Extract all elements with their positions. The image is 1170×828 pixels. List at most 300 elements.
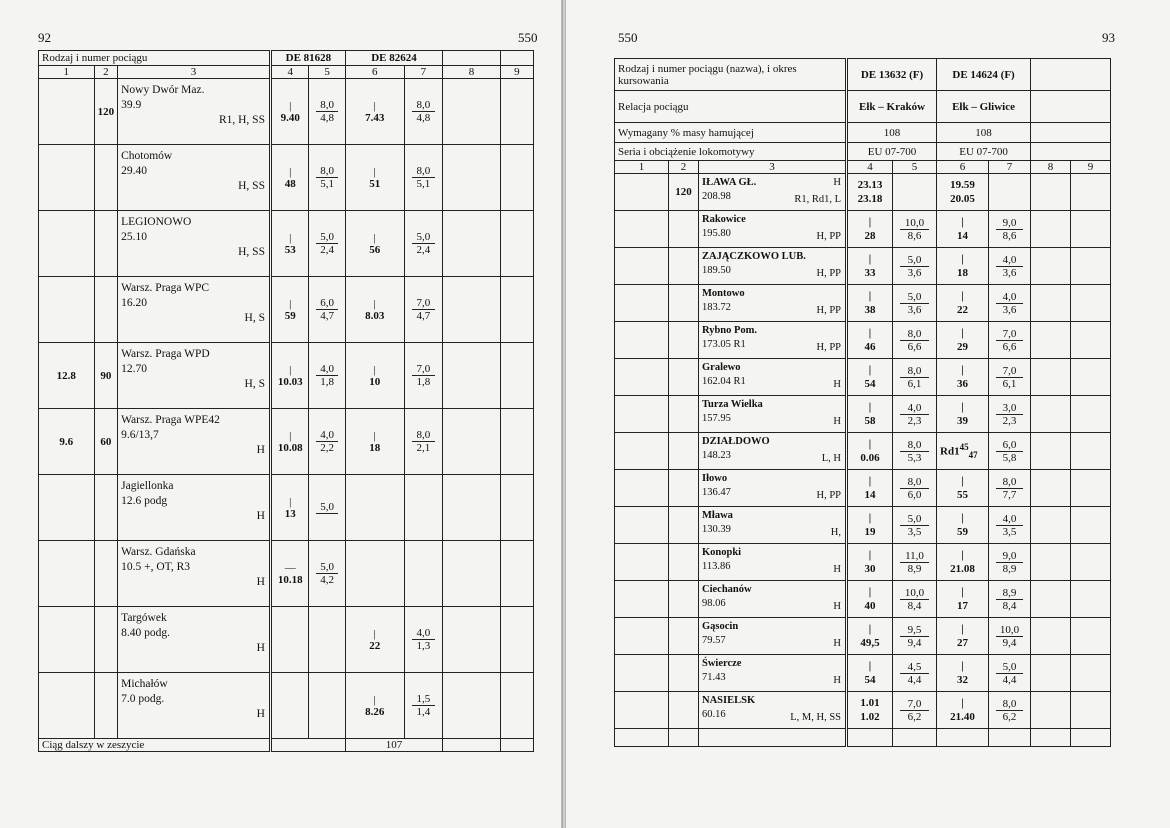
station-name: Turza Wielka [702,399,763,410]
station-name: Gąsocin [702,621,739,632]
pass-mark: | [289,429,292,442]
station-marks: H [833,379,842,390]
time-cell [847,285,893,322]
speed-limit-col2 [669,433,699,470]
speed-limit-col2 [669,618,699,655]
time-value: 27 [957,637,969,649]
empty-cell [1071,581,1111,618]
left-page [0,0,562,828]
pass-mark: | [289,99,292,112]
time-value: 48 [284,177,296,190]
station-cell [699,322,847,359]
station-name: Gralewo [702,362,741,373]
time-value: 8.26 [365,705,385,718]
empty-cell [443,79,501,145]
speed-max: 5,0 [316,501,337,514]
speed-max: 4,0 [996,254,1023,267]
timetable-row [39,211,534,277]
continuation-note: Ciąg dalszy w zeszycie [39,739,271,752]
station-cell [118,343,271,409]
station-cell [118,673,271,739]
station-name: Rakowice [702,214,746,225]
pass-mark: | [289,495,292,508]
station-km: 136.47 [702,487,731,498]
empty-cell [615,174,669,211]
station-name: Warsz. Praga WPD [121,348,210,360]
time-cell [937,322,989,359]
column-number: 1 [39,66,95,79]
timetable-row [39,277,534,343]
speed-limit-col1 [39,211,95,277]
speed-cell [309,79,345,145]
time-cell [847,396,893,433]
empty-cell [443,475,501,541]
running-time: 5,1 [416,178,431,190]
time-value: 9.40 [280,111,300,124]
running-time: 4,7 [320,310,335,322]
empty-cell [1031,618,1071,655]
speed-cell [404,475,442,541]
running-time: 6,6 [1002,340,1017,353]
time-value: 30 [864,563,876,575]
time-value: | [868,216,872,228]
running-time: 6,1 [1002,377,1017,390]
speed-limit-col1 [39,607,95,673]
arrival-minute: 45 [959,442,969,453]
time-value: 58 [864,415,876,427]
speed-max: 7,0 [412,363,435,376]
speed-max: 8,0 [412,429,435,442]
time-cell [270,211,308,277]
speed-max: 5,0 [996,661,1023,674]
station-km: 98.06 [702,598,726,609]
empty-cell [1031,470,1071,507]
speed-limit-col2 [94,607,118,673]
station-cell [699,655,847,692]
empty-cell [500,79,533,145]
time-cell [847,322,893,359]
time-value: | [868,660,872,672]
column-number: 7 [989,161,1031,174]
speed-cell [989,581,1031,618]
pass-mark: | [373,429,376,442]
empty-cell [615,507,669,544]
speed-limit-col2 [669,248,699,285]
station-km: 189.50 [702,265,731,276]
speed-max: 9,0 [996,550,1023,563]
speed-limit-col1 [39,277,95,343]
speed-cell [893,359,937,396]
empty-cell [615,544,669,581]
speed-limit-col2 [669,359,699,396]
speed-max: 6,0 [996,439,1023,452]
running-time: 3,5 [907,525,922,538]
speed-limit-col2 [94,145,118,211]
speed-cell [893,618,937,655]
running-time: 4,4 [1002,673,1017,686]
speed-cell [893,396,937,433]
route-code: Rd1 [940,445,960,458]
timetable-row [615,581,1111,618]
running-time: 4,8 [416,112,431,124]
right-page [566,0,1170,828]
station-km: 183.72 [702,302,731,313]
running-time: 2,3 [1002,414,1017,427]
speed-cell [893,470,937,507]
empty-cell [1071,285,1111,322]
running-time: 7,7 [1002,488,1017,501]
running-time: 2,1 [416,442,431,454]
station-name: Mława [702,510,733,521]
timetable-row [39,79,534,145]
speed-limit-col1 [39,475,95,541]
braking-value: 108 [937,123,1031,143]
empty-cell [615,618,669,655]
empty-cell [443,607,501,673]
speed-max: 7,0 [996,328,1023,341]
station-name: LEGIONOWO [121,216,192,228]
time-cell [847,359,893,396]
station-marks: H [833,601,842,612]
time-cell [937,655,989,692]
speed-limit-col2 [669,285,699,322]
speed-cell [309,145,345,211]
station-cell [118,475,271,541]
speed-cell [989,211,1031,248]
station-marks: H, [830,527,842,538]
station-marks: H [256,642,265,654]
page-number-left: 92 [38,30,51,45]
station-km: 71.43 [702,672,726,683]
station-cell [699,211,847,248]
time-value: 23.18 [857,193,883,205]
empty-cell [443,277,501,343]
page-number-right: 93 [1102,30,1115,45]
time-cell [847,655,893,692]
time-value: | [868,586,872,598]
station-cell [699,174,847,211]
speed-max: 8,0 [412,165,435,178]
train-number: DE 82624 [345,51,442,66]
station-marks: H, PP [816,305,842,316]
pass-mark: | [289,165,292,178]
running-time: 3,6 [1002,266,1017,279]
braking-value: 108 [847,123,937,143]
station-name: Michałów [121,678,168,690]
time-value: | [961,586,964,598]
column-number: 1 [615,161,669,174]
empty-cell [443,343,501,409]
time-value: | [868,253,872,265]
time-cell [345,673,404,739]
timetable-row [39,409,534,475]
running-time: 1,4 [416,706,431,718]
page-number-left: 550 [618,30,638,45]
speed-cell [404,211,442,277]
timetable-row [615,174,1111,211]
timetable-row [39,475,534,541]
empty-cell [500,607,533,673]
station-km: 12.6 podg [121,495,168,507]
station-marks: L, M, H, SS [790,712,842,723]
empty-cell [1031,507,1071,544]
time-value: 54 [864,378,876,390]
time-value: 59 [957,526,969,538]
speed-max: 8,0 [412,99,435,112]
station-cell [699,433,847,470]
speed-limit-col2 [669,396,699,433]
timetable-row [615,618,1111,655]
pass-mark: | [373,627,376,640]
time-value: 0.06 [860,452,880,464]
empty-cell [615,433,669,470]
station-km: 113.86 [702,561,731,572]
empty-cell [1031,433,1071,470]
station-km: 130.39 [702,524,731,535]
time-value: | [961,327,964,339]
station-cell [699,618,847,655]
station-name: Montowo [702,288,745,299]
empty-cell [1071,507,1111,544]
speed-max: 9,5 [900,624,929,637]
column-number: 9 [500,66,533,79]
running-time: 8,4 [907,599,922,612]
station-name: Konopki [702,547,742,558]
station-cell [118,541,271,607]
station-cell [699,470,847,507]
station-marks: H [256,510,265,522]
empty-cell [1031,655,1071,692]
time-value: 8.03 [365,309,385,322]
empty-cell [1071,211,1111,248]
pass-mark: | [289,297,292,310]
speed-limit-col2 [669,211,699,248]
station-cell [118,409,271,475]
time-cell [937,248,989,285]
station-marks: H [833,638,842,649]
speed-cell [989,248,1031,285]
speed-cell [404,79,442,145]
speed-cell [989,692,1031,729]
station-marks: H, PP [816,231,842,242]
empty-cell [1031,396,1071,433]
time-cell [847,211,893,248]
column-number: 4 [270,66,308,79]
empty-cell [1031,581,1071,618]
time-cell [345,541,404,607]
speed-cell [309,673,345,739]
running-time: 1,8 [320,376,335,388]
empty-cell [615,211,669,248]
speed-limit-col2 [669,470,699,507]
time-cell [345,343,404,409]
speed-max: 5,0 [412,231,435,244]
time-value: | [868,623,872,635]
running-time: 4,8 [320,112,335,124]
running-time: 9,4 [907,636,922,649]
empty-cell [500,277,533,343]
speed-max: 1,5 [412,693,435,706]
speed-limit-col1 [39,79,95,145]
running-time: 8,9 [907,562,922,575]
timetable-row [615,396,1111,433]
time-value: 22 [369,639,381,652]
empty-cell [1071,470,1111,507]
speed-max: 11,0 [900,550,929,563]
time-cell [847,618,893,655]
column-number: 6 [345,66,404,79]
column-number: 9 [1071,161,1111,174]
speed-limit-col1 [39,673,95,739]
station-marks: H, PP [816,490,842,501]
empty-cell [1031,211,1071,248]
speed-max: 9,0 [996,217,1023,230]
departure-minute: 47 [968,449,978,460]
speed-limit-col2 [94,673,118,739]
empty-cell [500,343,533,409]
time-value: 14 [957,230,969,242]
time-value: | [961,475,964,487]
empty-cell [1031,544,1071,581]
speed-max: 8,0 [900,476,929,489]
speed-cell [893,248,937,285]
running-time: 2,2 [320,442,335,454]
speed-cell [404,673,442,739]
speed-limit-col2 [669,655,699,692]
station-km: 8.40 podg. [121,627,170,639]
speed-max: 7,0 [900,698,929,711]
timetable-row [615,359,1111,396]
speed-cell [309,409,345,475]
time-value: 46 [864,341,876,353]
timetable-row [615,211,1111,248]
speed-max: 8,0 [900,439,929,452]
speed-limit-col2: 60 [94,409,118,475]
time-value: | [868,475,872,487]
speed-limit-col2 [669,581,699,618]
speed-max: 5,0 [900,513,929,526]
speed-max: 8,0 [316,99,337,112]
empty-cell [1071,174,1111,211]
speed-cell [989,285,1031,322]
station-name: Rybno Pom. [702,325,758,336]
station-cell [699,581,847,618]
time-value: 23.13 [857,179,883,191]
train-number: DE 13632 (F) [847,59,937,91]
time-cell [937,507,989,544]
speed-limit-col1 [39,541,95,607]
time-cell [345,211,404,277]
speed-max: 8,0 [900,328,929,341]
empty-cell [615,248,669,285]
empty-cell [1071,359,1111,396]
empty-cell [1071,655,1111,692]
running-time: 2,3 [907,414,922,427]
station-km: 25.10 [121,231,147,243]
station-marks: H [833,416,842,427]
speed-limit-col1: 12.8 [39,343,95,409]
speed-max: 5,0 [900,254,929,267]
time-cell [937,359,989,396]
running-time: 8,6 [907,229,922,242]
time-value: 14 [864,489,876,501]
speed-cell [989,618,1031,655]
speed-limit-col2 [669,692,699,729]
column-number: 5 [309,66,345,79]
time-cell [847,248,893,285]
timetable-row [615,285,1111,322]
empty-cell [1031,359,1071,396]
speed-cell [309,475,345,541]
speed-max: 5,0 [316,231,337,244]
time-value: | [868,438,872,450]
time-cell [937,581,989,618]
empty-cell [1071,248,1111,285]
speed-limit-col1 [39,145,95,211]
speed-max: 7,0 [996,365,1023,378]
time-value: 39 [957,415,969,427]
loco-label: Seria i obciążenie lokomotywy [615,143,847,161]
time-value: 38 [864,304,876,316]
empty-cell [615,285,669,322]
running-time: 1,8 [416,376,431,388]
pass-mark: | [373,165,376,178]
station-km: 12.70 [121,363,147,375]
station-cell [699,285,847,322]
time-cell [847,507,893,544]
station-name: IŁAWA GŁ. [702,177,757,188]
time-cell [345,145,404,211]
speed-max: 4,0 [316,363,337,376]
time-value: | [868,327,872,339]
station-marks: R1, Rd1, L [794,194,842,205]
time-value: 7.43 [365,111,385,124]
time-value: 10 [369,375,381,388]
time-value: | [868,364,872,376]
time-value: 10.18 [277,573,303,586]
timetable-row [615,248,1111,285]
column-number: 2 [94,66,118,79]
station-marks: H [833,177,842,188]
speed-limit-col2: 90 [94,343,118,409]
time-cell [937,692,989,729]
time-value: 51 [369,177,381,190]
speed-cell [893,655,937,692]
empty-cell [500,475,533,541]
empty-cell [615,581,669,618]
timetable-row [615,322,1111,359]
time-cell [345,277,404,343]
column-number: 3 [699,161,847,174]
speed-limit-col2 [669,507,699,544]
speed-limit-col2: 120 [94,79,118,145]
speed-cell [309,277,345,343]
column-number: 4 [847,161,893,174]
speed-cell [309,211,345,277]
speed-max: 4,0 [996,291,1023,304]
time-value: 18 [957,267,969,279]
speed-limit-col2: 120 [669,174,699,211]
timetable-row [39,145,534,211]
time-cell [937,618,989,655]
time-value: | [961,697,964,709]
time-cell [345,409,404,475]
right-timetable [614,58,1111,747]
time-value: 21.40 [950,711,975,723]
station-name: NASIELSK [702,695,756,706]
time-value: | [868,512,872,524]
time-value: 56 [369,243,381,256]
